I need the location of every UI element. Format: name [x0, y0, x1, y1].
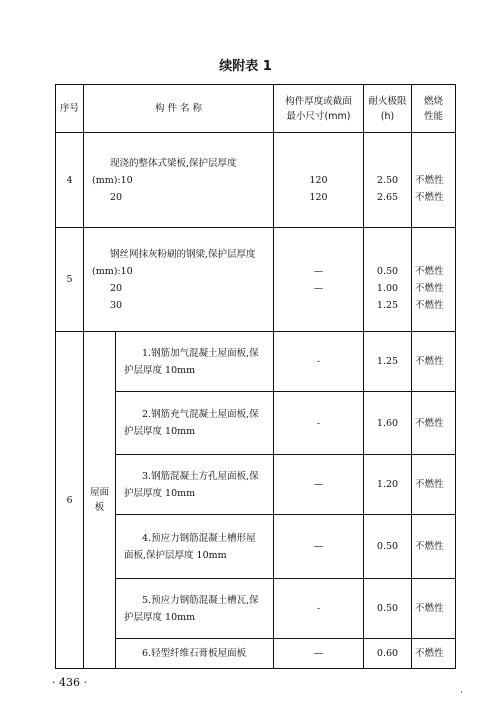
fire-value: 1.25: [376, 299, 399, 311]
name-line: 护层厚度 10mm: [124, 611, 196, 623]
item-fire: 1.25: [364, 332, 412, 392]
item-fire: 0.50: [364, 515, 412, 579]
row-thickness: [274, 133, 364, 228]
item-fire: 0.60: [364, 639, 412, 669]
table-row: [56, 639, 456, 669]
burn-value: 不燃性: [415, 299, 444, 311]
header-thickness-line2: 最小尺寸(mm): [286, 110, 351, 122]
item-fire: 1.60: [364, 392, 412, 455]
item-fire: 1.20: [364, 455, 412, 515]
table-row: [56, 228, 456, 332]
item-thickness: —: [274, 515, 364, 579]
category-line: 板: [94, 502, 105, 513]
header-thickness-line1: 构件厚度或截面: [285, 95, 352, 107]
name-line: (mm):10: [92, 265, 133, 277]
thickness-value: 120: [309, 191, 328, 203]
item-thickness: -: [274, 332, 364, 392]
name-line: (mm):10: [92, 174, 133, 186]
name-line: 6.轻型纤维石膏板屋面板: [142, 648, 247, 659]
item-burn: 不燃性: [412, 332, 456, 392]
row-burn: [412, 228, 456, 332]
header-row: [56, 85, 456, 133]
fire-value: 1.00: [376, 282, 399, 294]
name-line: 2.钢筋充气混凝土屋面板,保: [142, 409, 259, 420]
row-fire: [364, 133, 412, 228]
burn-value: 不燃性: [415, 265, 444, 277]
fire-value: 2.50: [376, 174, 399, 186]
item-thickness: —: [274, 455, 364, 515]
name-line: 30: [110, 299, 123, 311]
name-line: 面板,保护层厚度 10mm: [124, 549, 227, 561]
name-line: 护层厚度 10mm: [124, 364, 196, 376]
header-burn: [412, 85, 456, 133]
burn-value: 不燃性: [415, 174, 444, 186]
item-burn: 不燃性: [412, 392, 456, 455]
page-number: · 436 ·: [52, 676, 87, 689]
item-fire: 0.50: [364, 579, 412, 639]
item-name: [116, 332, 274, 392]
header-no: 序号: [56, 85, 84, 133]
item-burn: 不燃性: [412, 515, 456, 579]
header-fire: [364, 85, 412, 133]
header-fire-line1: 耐火极限: [368, 95, 407, 107]
table-row: [56, 455, 456, 515]
scan-dot: ·: [460, 688, 463, 698]
item-name: [116, 455, 274, 515]
row-burn: [412, 133, 456, 228]
table-row: [56, 133, 456, 228]
header-thickness: [274, 85, 364, 133]
table-row: [56, 392, 456, 455]
table-row: [56, 515, 456, 579]
item-name: [116, 639, 274, 669]
item-thickness: -: [274, 392, 364, 455]
thickness-value: 120: [309, 174, 328, 186]
table-row: [56, 579, 456, 639]
name-line: 20: [110, 191, 123, 203]
burn-value: 不燃性: [415, 191, 444, 203]
item-name: [116, 392, 274, 455]
header-fire-line2: (h): [380, 110, 395, 122]
row-category: [84, 332, 116, 669]
name-line: 现浇的整体式梁板,保护层厚度: [110, 157, 237, 169]
header-burn-line2: 性能: [423, 110, 443, 122]
name-line: 3.钢筋混凝土方孔屋面板,保: [142, 470, 259, 482]
table-row: [56, 332, 456, 392]
thickness-value: —: [313, 265, 324, 277]
item-burn: 不燃性: [412, 455, 456, 515]
item-thickness: —: [274, 639, 364, 669]
row-thickness: [274, 228, 364, 332]
header-name: 构 件 名 称: [84, 85, 274, 133]
item-thickness: -: [274, 579, 364, 639]
item-burn: 不燃性: [412, 639, 456, 669]
item-burn: 不燃性: [412, 579, 456, 639]
item-name: [116, 515, 274, 579]
fire-value: 0.50: [376, 265, 399, 277]
name-line: 护层厚度 10mm: [124, 487, 196, 499]
name-line: 钢丝网抹灰粉刷的钢梁,保护层厚度: [110, 248, 256, 260]
header-burn-line1: 燃烧: [423, 95, 443, 107]
name-line: 20: [110, 282, 123, 294]
fire-resistance-table: [55, 84, 456, 669]
row-number: 4: [56, 133, 84, 228]
category-line: 屋面: [89, 487, 109, 498]
burn-value: 不燃性: [415, 282, 444, 294]
fire-value: 2.65: [376, 191, 399, 203]
row-name: [84, 228, 274, 332]
row-name: [84, 133, 274, 228]
row-number: 6: [56, 332, 84, 669]
row-fire: [364, 228, 412, 332]
name-line: 护层厚度 10mm: [124, 426, 196, 437]
table-title: 续附表 1: [219, 59, 272, 74]
item-name: [116, 579, 274, 639]
thickness-value: —: [313, 282, 324, 294]
name-line: 4.预应力钢筋混凝土槽形屋: [142, 532, 256, 544]
name-line: 1.钢筋加气混凝土屋面板,保: [142, 347, 259, 359]
row-number: 5: [56, 228, 84, 332]
name-line: 5.预应力钢筋混凝土槽瓦,保: [142, 594, 259, 606]
